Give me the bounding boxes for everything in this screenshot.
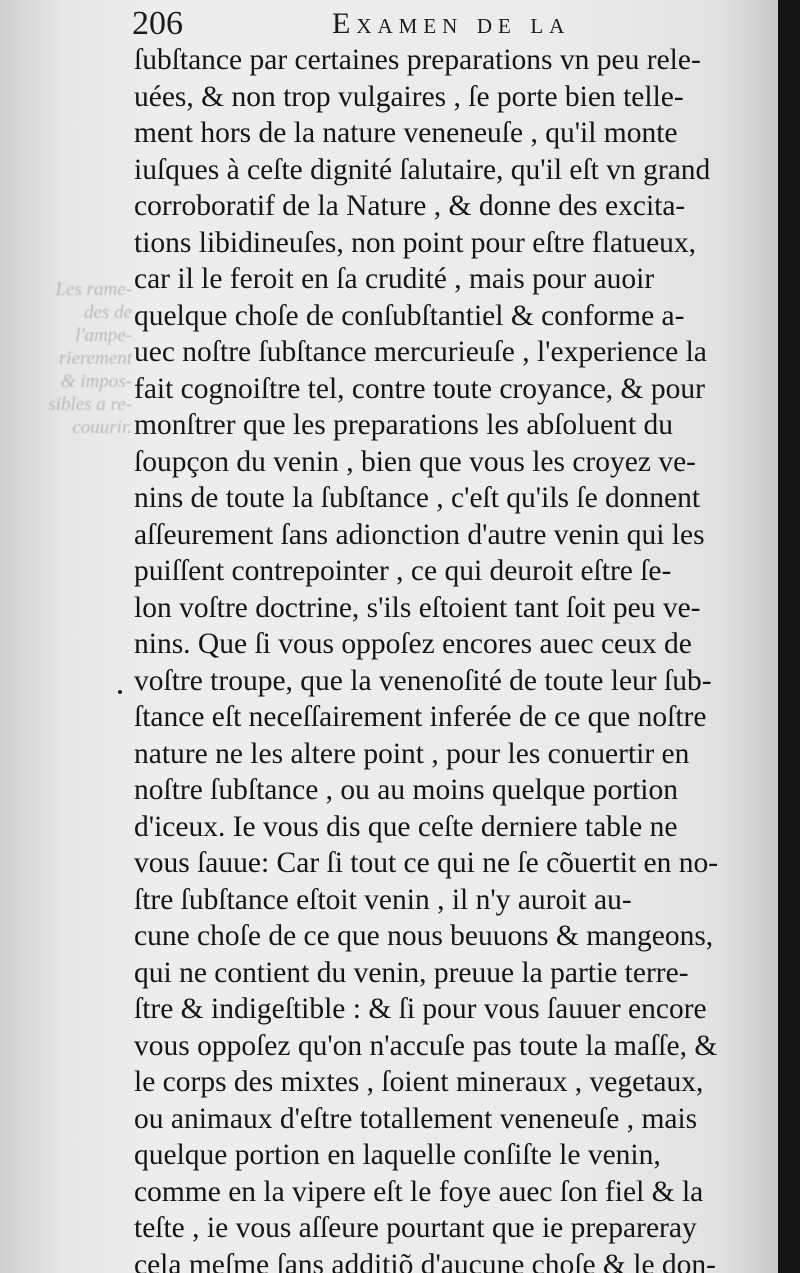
text-line: nature ne les altere point , pour les conuertir en	[134, 737, 690, 770]
body-text	[134, 42, 774, 1273]
text-line: ſtance eſt neceſſairement inferée de ce que noſtre	[134, 701, 707, 733]
margin-note-line: des de	[83, 302, 132, 323]
scan-border	[778, 0, 800, 1273]
text-line: iuſques à ceſte dignité ſalutaire, qu'il eſt vn grand	[134, 153, 711, 186]
text-line: ſubſtance par certaines preparations vn peu rele-	[134, 44, 701, 76]
text-line: ſoupçon du venin , bien que vous les croyez ve-	[134, 445, 696, 478]
text-line: ſtre & indigeſtible : & ſi pour vous ſauuer encore	[134, 993, 707, 1025]
text-line: quelque portion en laquelle conſiſte le venin,	[134, 1139, 661, 1171]
text-line: fait cognoiſtre tel, contre toute croyance, & pour	[134, 372, 705, 405]
text-line: ou animaux d'eſtre totallement veneneuſe , mais	[134, 1102, 698, 1135]
margin-note-line: rierement	[58, 348, 132, 369]
text-line: nins. Que ſi vous oppoſez encores auec ceux de	[134, 628, 692, 660]
text-line: ment hors de la nature veneneuſe , qu'il monte	[134, 117, 678, 149]
page-number: 206	[132, 5, 183, 42]
text-line: nins de toute la ſubſtance , c'eſt qu'ils ſe donnent	[134, 482, 701, 514]
text-line: puiſſent contrepointer , ce qui deuroit eſtre ſe-	[134, 555, 672, 587]
text-line: lon voſtre doctrine, s'ils eſtoient tant ſoit peu ve-	[134, 591, 701, 624]
text-line: vous ſauue: Car ſi tout ce qui ne ſe cõuertit en no-	[134, 847, 719, 879]
margin-note-line: l'ampe-	[75, 325, 132, 346]
text-line: le corps des mixtes , ſoient mineraux , vegetaux,	[134, 1066, 704, 1098]
text-line: qui ne contient du venin, preuue la partie terre-	[134, 956, 689, 989]
margin-note-line: sibles a re-	[48, 394, 132, 415]
page-header	[132, 4, 752, 44]
margin-note-line: & impos-	[60, 371, 132, 392]
text-line: cune choſe de ce que nous beuuons & mangeons,	[134, 920, 714, 952]
text-line: d'iceux. Ie vous dis que ceſte derniere table ne	[134, 810, 678, 843]
ink-blot	[118, 690, 122, 694]
text-line: comme en la vipere eſt le foye auec ſon fiel & la	[134, 1175, 704, 1208]
text-line: car il le feroit en ſa crudité , mais pour auoir	[134, 263, 655, 295]
text-line: quelque choſe de conſubſtantiel & conforme a-	[134, 299, 685, 332]
text-line: ſtre ſubſtance eſtoit venin , il n'y auroit au-	[134, 883, 632, 916]
text-line: cela meſme ſans additiõ d'aucune choſe & le don-	[134, 1248, 716, 1273]
text-line: uées, & non trop vulgaires , ſe porte bien telle-	[134, 80, 684, 113]
text-line: voſtre troupe, que la venenoſité de toute leur ſub-	[134, 664, 712, 697]
text-line: tions libidineuſes, non point pour eſtre flatueux,	[134, 226, 697, 259]
text-line: noſtre ſubſtance , ou au moins quelque portion	[134, 774, 678, 806]
text-line: aſſeurement ſans adionction d'autre venin qui les	[134, 518, 705, 551]
text-line: teſte , ie vous aſſeure pourtant que ie prepareray	[134, 1212, 697, 1244]
margin-note-line: Les rame-	[55, 279, 132, 300]
text-line: vous oppoſez qu'on n'accuſe pas toute la maſſe, &	[134, 1029, 718, 1062]
text-line: monſtrer que les preparations les abſoluent du	[134, 409, 674, 441]
running-head: Examen de la	[332, 7, 571, 40]
text-line: uec noſtre ſubſtance mercurieuſe , l'experience la	[134, 336, 707, 368]
text-line: corroboratif de la Nature , & donne des excita-	[134, 190, 686, 222]
margin-note	[14, 278, 132, 439]
margin-note-line: couurir.	[72, 417, 132, 438]
